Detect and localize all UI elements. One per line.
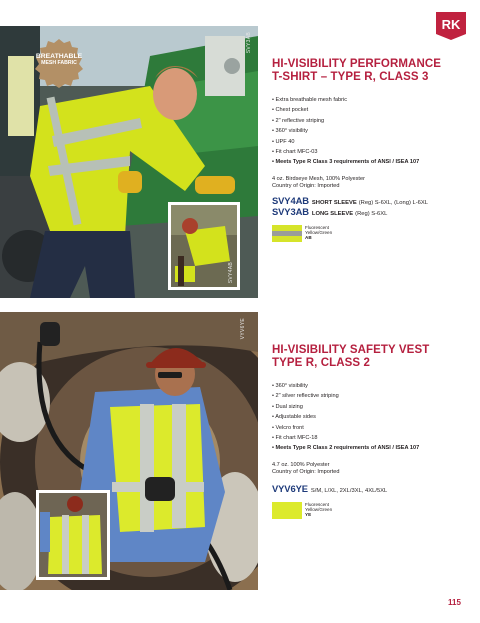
feature-item: • Fit chart MFC-03	[272, 149, 318, 156]
side-code-vest: VYV6YE	[240, 318, 246, 340]
product2-title-line1: HI-VISIBILITY SAFETY VEST	[272, 344, 430, 356]
product1-skus	[272, 195, 468, 217]
sku-row	[272, 206, 468, 217]
feature-item-compliance: • Meets Type R Class 2 requirements of ANSI / ISEA 107	[272, 445, 420, 452]
rk-logo	[436, 12, 466, 40]
side-code-inset: SVY4AB	[228, 262, 234, 284]
badge-line2: MESH FABRIC	[41, 60, 77, 66]
feature-item: • Chest pocket	[272, 107, 309, 114]
badge-line1: BREATHABLE	[35, 53, 83, 60]
product1-spec	[272, 176, 468, 191]
product1-section	[272, 58, 468, 242]
logo-text: RK	[441, 17, 461, 32]
sku-sizes: S/M, L/XL, 2XL/3XL, 4XL/5XL	[310, 487, 388, 494]
feature-item: • 360° visibility	[272, 383, 308, 389]
vest-photo	[0, 312, 258, 590]
sku-code: VYV6YE	[272, 482, 308, 494]
product2-origin: Country of Origin: Imported	[272, 469, 340, 476]
feature-item: • Extra breathable mesh fabric	[272, 97, 348, 103]
feature-item: • 2" silver reflective striping	[272, 393, 339, 400]
sku-row	[272, 483, 468, 494]
color-swatch	[272, 502, 302, 519]
product2-features	[272, 381, 468, 454]
sku-row	[272, 195, 468, 206]
swatch-code: YE	[305, 512, 312, 518]
product1-material: 4 oz. Birdseye Mesh, 100% Polyester	[272, 175, 365, 182]
product2-material: 4.7 oz. 100% Polyester	[272, 461, 330, 468]
swatch-color-line2: Yellow/Green	[305, 229, 333, 235]
sku-sizes: (Reg) S-6XL, (Long) L-6XL	[358, 199, 428, 206]
feature-item: • 2" reflective striping	[272, 117, 325, 124]
product1-features	[272, 95, 468, 168]
product2-skus	[272, 483, 468, 494]
feature-item: • Dual sizing	[272, 403, 303, 410]
feature-item: • 360° visibility	[272, 128, 308, 135]
side-code-main: SVY3AB	[246, 32, 252, 54]
sku-code: SVY4AB	[272, 194, 309, 206]
sku-sizes: (Reg) S-6XL	[355, 210, 388, 217]
feature-item: • Velcro front	[272, 424, 304, 431]
product1-origin: Country of Origin: Imported	[272, 183, 340, 190]
swatch-color-line2: Yellow/Green	[305, 506, 333, 512]
product2-section	[272, 344, 468, 519]
feature-item-compliance: • Meets Type R Class 3 requirements of ANSI / ISEA 107	[272, 159, 420, 166]
product2-title-line2: TYPE R, CLASS 2	[272, 357, 370, 369]
sku-sleeve: LONG SLEEVE	[311, 210, 354, 217]
product1-title-line1: HI-VISIBILITY PERFORMANCE	[272, 58, 442, 70]
page-number: 115	[448, 598, 461, 607]
sku-sleeve: SHORT SLEEVE	[311, 199, 357, 206]
feature-item: • Fit chart MFC-18	[272, 435, 318, 442]
feature-item: • UPF 40	[272, 138, 295, 145]
color-swatch	[272, 225, 302, 242]
swatch-color-line1: Fluorescent	[305, 501, 330, 507]
swatch-color-line1: Fluorescent	[305, 224, 330, 230]
swatch-code: AB	[305, 235, 312, 241]
product1-swatch	[272, 225, 468, 242]
product2-spec	[272, 462, 468, 477]
product1-title-line2: T-SHIRT – TYPE R, CLASS 3	[272, 71, 429, 83]
tshirt-photo	[0, 26, 258, 298]
product2-swatch	[272, 502, 468, 519]
feature-item: • Adjustable sides	[272, 414, 316, 421]
sku-code: SVY3AB	[272, 205, 309, 217]
product2-title	[272, 344, 468, 370]
product1-title	[272, 58, 468, 84]
breathable-mesh-badge	[34, 38, 84, 88]
